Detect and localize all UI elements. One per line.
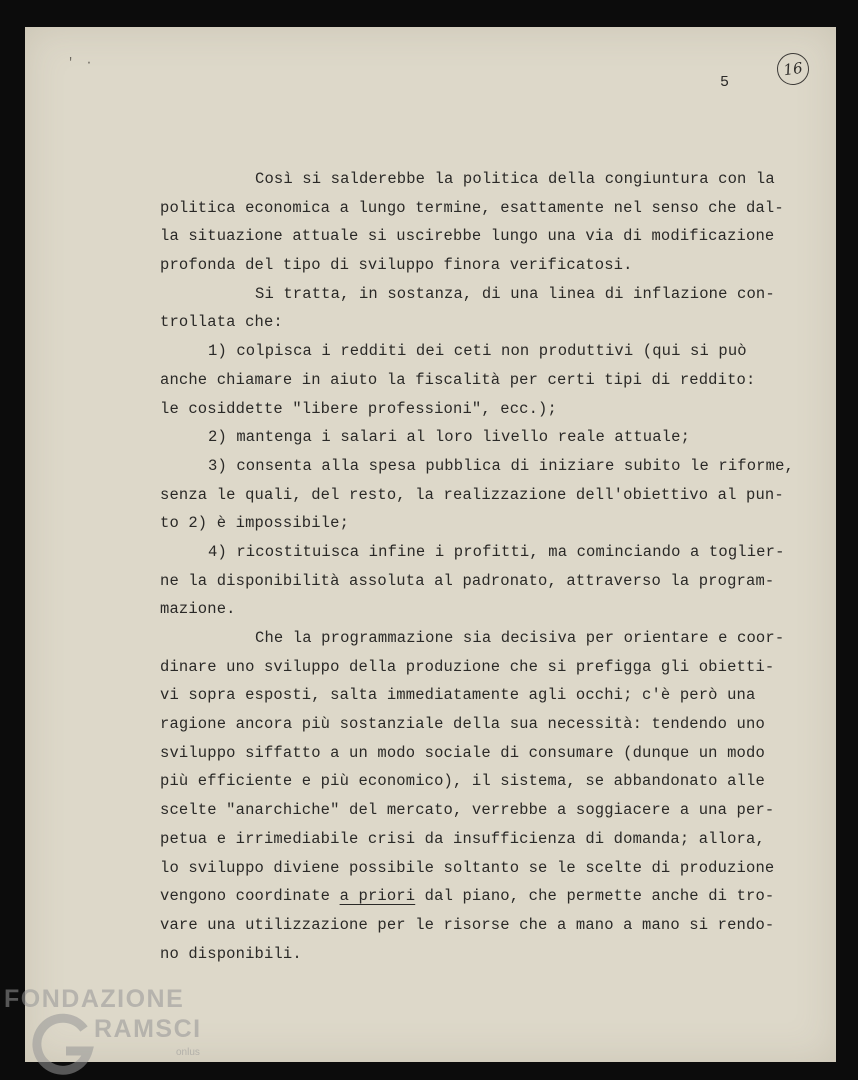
text-line: scelte "anarchiche" del mercato, verrebbe a soggiacere a una per-: [160, 801, 775, 820]
text-line: le cosiddette "libere professioni", ecc.);: [160, 399, 557, 418]
text-line: dinare uno sviluppo della produzione che si prefigga gli obietti-: [160, 657, 775, 676]
text-line: trollata che:: [160, 313, 283, 332]
underlined-phrase: a priori: [339, 887, 416, 906]
text-line: petua e irrimediabile crisi da insufficienza di domanda; allora,: [160, 829, 765, 848]
text-line: mazione.: [160, 600, 236, 619]
text-segment: vengono coordinate: [160, 887, 340, 906]
text-segment: dal piano, che permette anche di tro-: [415, 887, 775, 906]
text-line: Si tratta, in sostanza, di una linea di inflazione con-: [255, 284, 775, 303]
text-line: politica economica a lungo termine, esattamente nel senso che dal-: [160, 198, 784, 217]
text-line: senza le quali, del resto, la realizzazione dell'obiettivo al pun-: [160, 485, 784, 504]
text-line: la situazione attuale si uscirebbe lungo una via di modificazione: [160, 227, 775, 246]
logo-g-icon: [32, 1011, 96, 1075]
text-line: profonda del tipo di sviluppo finora verificatosi.: [160, 256, 633, 275]
typed-text-body: [160, 165, 800, 968]
text-line: più efficiente e più economico), il sistema, se abbandonato alle: [160, 772, 765, 791]
text-line: lo sviluppo diviene possibile soltanto se le scelte di produzione: [160, 858, 775, 877]
page-number: 5: [720, 74, 730, 91]
text-line: 3) consenta alla spesa pubblica di iniziare subito le riforme,: [208, 456, 794, 475]
text-line: [160, 882, 800, 911]
text-line: vare una utilizzazione per le risorse che a mano a mano si rendo-: [160, 915, 775, 934]
logo-line1: FONDAZIONE: [4, 985, 185, 1013]
text-line: vi sopra esposti, salta immediatamente agli occhi; c'è però una: [160, 686, 756, 705]
text-line: to 2) è impossibile;: [160, 514, 350, 533]
text-line: anche chiamare in aiuto la fiscalità per certi tipi di reddito:: [160, 370, 756, 389]
text-line: ragione ancora più sostanziale della sua necessità: tendendo uno: [160, 715, 765, 734]
text-line: Così si salderebbe la politica della congiuntura con la: [255, 170, 775, 188]
fondazione-gramsci-logo: [4, 985, 224, 1080]
document-page: [25, 27, 836, 1062]
text-line: Che la programmazione sia decisiva per orientare e coor-: [255, 629, 785, 647]
text-line: 1) colpisca i redditi dei ceti non produttivi (qui si può: [208, 342, 747, 361]
text-line: no disponibili.: [160, 944, 302, 963]
text-line: 2) mantenga i salari al loro livello reale attuale;: [208, 428, 691, 447]
text-line: 4) ricostituisca infine i profitti, ma cominciando a toglier-: [208, 542, 785, 561]
text-line: ne la disponibilità assoluta al padronato, attraverso la program-: [160, 571, 775, 590]
corner-mark: ' ·: [67, 56, 95, 70]
archive-number-stamp: 16: [775, 51, 811, 87]
text-line: sviluppo siffatto a un modo sociale di consumare (dunque un modo: [160, 743, 765, 762]
logo-line2: RAMSCI: [94, 1015, 202, 1043]
logo-sub: onlus: [176, 1047, 200, 1058]
